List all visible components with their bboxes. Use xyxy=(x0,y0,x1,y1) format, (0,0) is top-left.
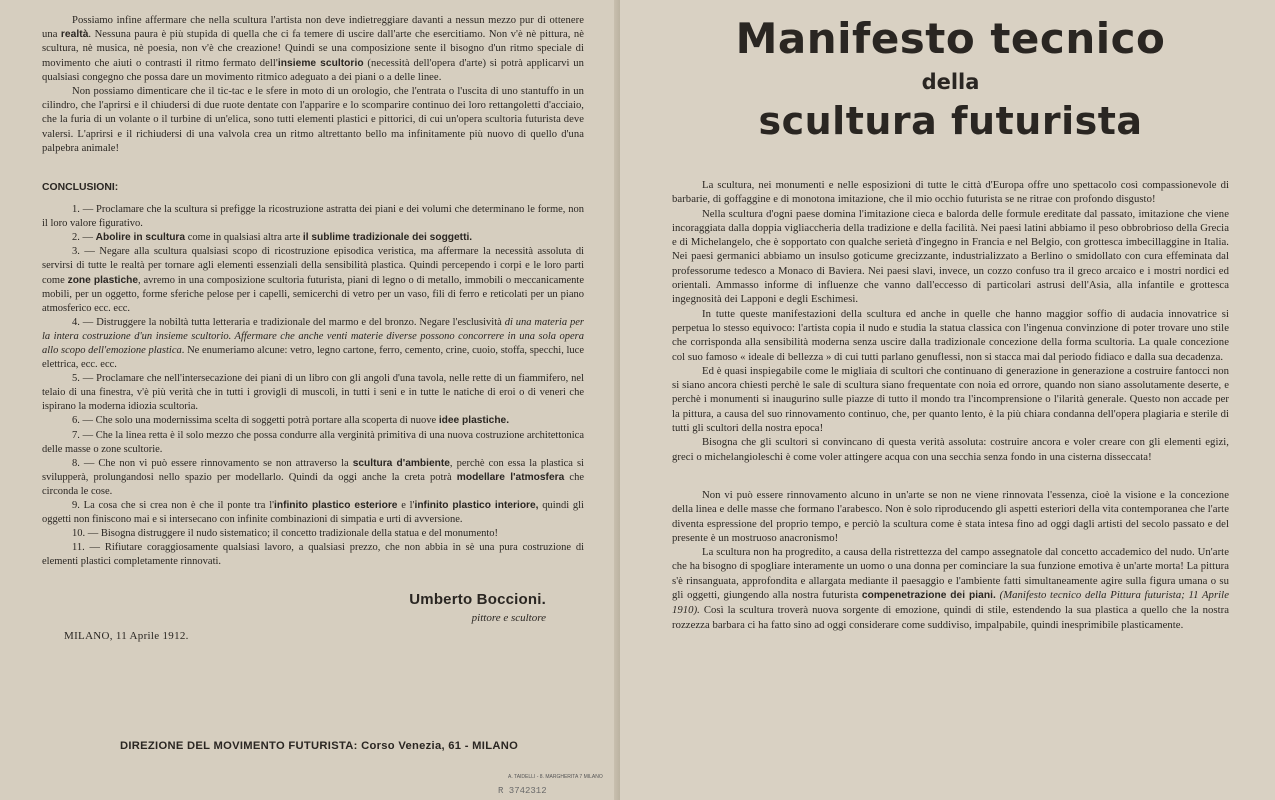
paragraph-7 xyxy=(672,545,1229,632)
conclusion-item-9 xyxy=(42,499,584,527)
text-run: 4. — Distruggere la nobiltà tutta letteraria e tradizionale del marmo e del bronzo. Negare l'esclusività xyxy=(72,316,505,328)
title-line-3: scultura futurista xyxy=(758,99,1143,143)
text-run: e l' xyxy=(397,500,415,511)
bold-term: compenetrazione dei piani. xyxy=(861,590,996,602)
text-run: 9. La cosa che si crea non è che il ponte tra l' xyxy=(72,500,275,511)
text-run: (necessità dell'opera d'arte) si potrà applicarvi un qualsiasi congegno che possa dare un movimento ritmico adeguato a dei piani o a delle linee. xyxy=(42,57,584,83)
signature-name: Umberto Boccioni. xyxy=(409,591,546,609)
text-run: come in qualsiasi altra arte xyxy=(185,232,303,244)
paragraph-2: Nella scultura d'ogni paese domina l'imitazione cieca e balorda delle formule ereditate dal passato, imitazione che viene incoraggiata dalla doppia vigliaccheria della tradizione e della facilità. Nei paesi latini abbiamo il peso obbrobrioso della Grecia e di Michelangelo, che è sopportato con qualche serietà d'ingegno in Francia e nel Belgio, con grottesca imbecillaggine in Italia. Nei paesi germanici abbiamo un insulso goticume grecizzante, industrializzato a Berlino o smidollato con cura effeminata dal professorume tedesco a Monaco di Baviera. Nei paesi slavi, invece, un cozzo confuso tra il greco arcaico e i mostri nordici ed orientali. Ammasso informe di influenze che vanno dall'eccesso di particolari astrusi dell'Asia, alla infantile e grottesca ingegnosità dei Lapponi e degli Eschimesi. xyxy=(672,207,1229,306)
title-line-2: della xyxy=(921,70,980,94)
bold-term: il sublime tradizionale dei soggetti. xyxy=(302,232,473,244)
publisher-address: DIREZIONE DEL MOVIMENTO FUTURISTA: Corso Venezia, 61 - MILANO xyxy=(120,740,519,752)
text-run: 3. — Negare alla scultura qualsiasi scopo di ricostruzione episodica veristica, ma affermare la necessità assoluta di servirsi di tutte le realtà per tornare agli elementi essenziali della sensibilità plastica. Quindi percependo i corpi e le loro parti come xyxy=(42,246,584,286)
paragraph-4: Ed è quasi inspiegabile come le migliaia di scultori che continuano di generazione in generazione a costruire fantocci non si siano ancora chiesti perchè le sale di scultura siano frequentate con noia ed orrore, quando non siano assolutamente deserte, e perchè i monumenti si inaugurino sulle piazze di tutto il mondo tra l'incomprensione o l'ilarità generale. Questo non accade per la pittura, a causa del suo rinnovamento continuo, che, per quanto lento, è la più chiara condanna dell'opera plagiaria e sterile di tutti gli scultori della nostra epoca! xyxy=(672,364,1229,435)
bold-term: scultura d'ambiente xyxy=(352,457,450,469)
paragraph-gap xyxy=(672,464,1229,488)
title-line-1: Manifesto tecnico xyxy=(735,14,1166,63)
signature-block xyxy=(42,591,584,624)
text-run: , perchè con essa la plastica si svilupperà, prolungandosi nello spazio per modellarlo. Quindi da oggi anche la creta potrà xyxy=(42,457,584,483)
conclusions-heading: CONCLUSIONI: xyxy=(42,182,119,194)
paragraph-5: Bisogna che gli scultori si convincano di questa verità assoluta: costruire ancora e voler creare con gli elementi egizi, greci o michelangioleschi è come voler attingere acqua con una secchia senza fondo in una cisterna disseccata! xyxy=(672,436,1229,463)
right-page xyxy=(620,0,1275,800)
italic-citation: (Manifesto tecnico della Pittura futurista; 11 Aprile 1910). xyxy=(672,589,1229,617)
signature-role: pittore e scultore xyxy=(471,612,546,625)
text-run: 2. — xyxy=(72,232,96,244)
conclusion-item-8 xyxy=(42,457,584,499)
bold-term: zone plastiche xyxy=(67,274,139,286)
bold-term-insieme-scultorio: insieme scultorio xyxy=(277,57,364,69)
paragraph-6: Non vi può essere rinnovamento alcuno in un'arte se non ne viene rinnovata l'essenza, cioè la visione e la concezione della linea e delle masse che formano l'arabesco. Non è solo riproducendo gli aspetti esteriori della vita contemporanea che l'arte diventa espressione del proprio tempo, e perciò la scultura come è stata intesa fino ad oggi dagli artisti del secolo passato e del presente è un mostruoso anacronismo! xyxy=(672,488,1229,544)
conclusion-item-4 xyxy=(42,316,584,372)
manifesto-body xyxy=(672,178,1229,632)
conclusion-item-3 xyxy=(42,245,584,315)
paragraph-3: In tutte queste manifestazioni della scultura ed anche in quelle che hanno maggior soffio di audacia innovatrice si perpetua lo stesso equivoco: l'artista copia il nudo e studia la statua classica con l'ingenua convinzione di poter trovare uno stile che corrisponda alla sensibilità moderna senza uscire dalla tradizionale concezione della forma scultoria. La quale concezione col suo famoso « ideale di bellezza » di cui tutti parlano genuflessi, non si stacca mai dal periodo fidiaco e dalla sua decadenza. xyxy=(672,307,1229,363)
text-run: , avremo in una composizione scultoria futurista, piani di legno o di metallo, immobili o meccanicamente mobili, per un oggetto, forme sferiche pelose per i capelli, semicerchi di vetro per un vaso, fili di ferro e reticolati per un piano atmosferico ecc. ecc. xyxy=(42,274,584,314)
conclusion-item-10: 10. — Bisogna distruggere il nudo sistematico; il concetto tradizionale della statua e del monumento! xyxy=(72,528,499,540)
text-run: . Nessuna paura è più stupida di quella che ci fa temere di uscire dall'arte che esercitiamo. Non v'è nè pittura, nè scultura, nè musica, nè poesia, non v'è che creazione! Quindi se una composizione sente il bisogno d'un ritmo speciale di movimento che aiuti o contrasti il ritmo fermato dell' xyxy=(42,29,584,69)
left-page xyxy=(0,0,620,800)
text-run: Possiamo infine affermare che nella scultura l'artista non deve indietreggiare davanti a nessun mezzo pur di ottenere una xyxy=(42,15,584,41)
bold-term-realta: realtà xyxy=(60,29,89,41)
text-run: 8. — Che non vi può essere rinnovamento se non attraverso la xyxy=(72,457,353,469)
bold-term: infinito plastico esteriore xyxy=(274,500,398,511)
conclusion-item-11: 11. — Rifiutare coraggiosamente qualsiasi lavoro, a qualsiasi prezzo, che non abbia in sè una pura costruzione di elementi plastici completamente rinnovati. xyxy=(42,542,584,568)
archive-stamp: R 3742312 xyxy=(498,786,547,796)
bold-term: Abolire in scultura xyxy=(95,232,186,244)
conclusion-item-1: 1. — Proclamare che la scultura si prefigge la ricostruzione astratta dei piani e dei volumi che determinano le forme, non il loro valore figurativo. xyxy=(42,204,584,230)
text-run: La scultura non ha progredito, a causa della ristrettezza del campo assegnatole dal concetto accademico del nudo. Un'arte che ha bisogno di spogliare interamente un uomo o una donna per cominciare la sua funzione emotiva è un'arte morta! La pittura s'è rinsanguata, approfondita e allargata mediante il paesaggio e l'ambiente fatti simultaneamente agire sulla figura umana o su gli oggetti, giungendo alla nostra futurista xyxy=(672,546,1229,602)
bold-term: modellare l'atmosfera xyxy=(456,471,565,483)
paragraph-clock: Non possiamo dimenticare che il tic-tac e le sfere in moto di un orologio, che l'entrata o l'uscita di uno stantuffo in un cilindro, che l'aprirsi e il chiudersi di due ruote dentate con l'apparire e lo scomparire continuo dei loro rettangoletti d'acciaio, che la furia di un volante o il turbine di un'elica, sono tutti elementi plastici e pittorici, di cui un'opera scultoria futurista deve valersi. L'aprirsi e il richiudersi di una valvola crea un ritmo altrettanto bello ma infinitamente più nuovo di quello d'una palpebra animale! xyxy=(42,86,584,154)
text-run: . Ne enumeriamo alcune: vetro, legno cartone, ferro, cemento, crine, cuoio, stoffa, specchi, luce elettrica, ecc. ecc. xyxy=(42,344,584,371)
text-run: 6. — Che solo una modernissima scelta di soggetti potrà portare alla scoperta di nuove xyxy=(72,415,439,427)
bold-term: infinito plastico interiore, xyxy=(414,500,539,511)
text-run: quindi gli oggetti non finiscono mai e si intersecano con infinite combinazioni di simpatia e urti di avversione. xyxy=(42,500,584,526)
printer-credit: A. TAIDELLI - 8. MARGHERITA 7 MILANO xyxy=(508,774,603,780)
conclusion-item-5: 5. — Proclamare che nell'intersecazione dei piani di un libro con gli angoli d'una tavola, nelle rette di un fiammifero, nel telaio di una finestra, v'è più verità che in tutti i grovigli di muscoli, in tutti i seni e in tutte le natiche di eroi o di veneri che ispirano la moderna idiozia scultoria. xyxy=(42,373,584,413)
date-line: MILANO, 11 Aprile 1912. xyxy=(64,630,189,643)
italic-run: di una materia per la intera costruzione d'un insieme scultorio. Affermare che anche venti materie diverse possono concorrere in una sola opera allo scopo dell'emozione plastica xyxy=(42,316,584,356)
text-run: Così la scultura troverà nuova sorgente di emozione, quindi di stile, estendendo la sua plastica a quello che la nostra rozzezza barbara ci ha fatto sino ad oggi considerare come suddiviso, impalpabile, quindi inesprimibile plasticamente. xyxy=(672,604,1229,631)
bold-term: idee plastiche. xyxy=(438,415,510,427)
text-run: che circonda le cose. xyxy=(42,471,584,497)
conclusion-item-7: 7. — Che la linea retta è il solo mezzo che possa condurre alla verginità primitiva di una nuova costruzione architettonica delle masse o zone scultorie. xyxy=(42,429,584,455)
conclusion-item-2 xyxy=(42,231,584,245)
conclusion-item-6 xyxy=(42,414,584,428)
paragraph-means xyxy=(42,14,584,85)
paragraph-1: La scultura, nei monumenti e nelle esposizioni di tutte le città d'Europa offre uno spettacolo così compassionevole di barbarie, di goffaggine e di monotona imitazione, che il mio occhio futurista se ne ritrae con profondo disgusto! xyxy=(672,179,1229,206)
